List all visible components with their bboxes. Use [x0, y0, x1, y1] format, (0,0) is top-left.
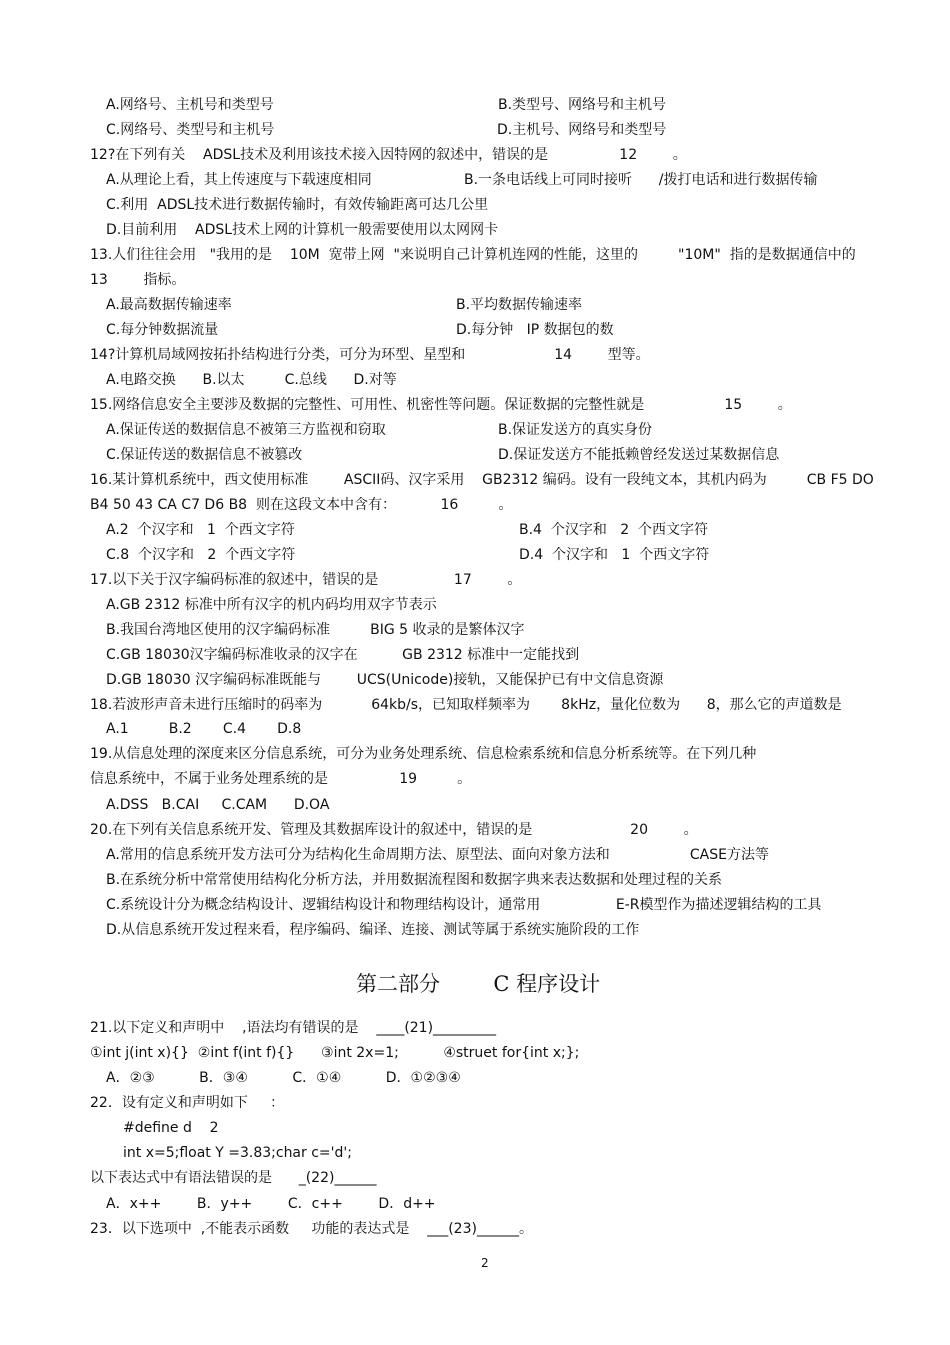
q11-option-b: B.类型号、网络号和主机号: [498, 97, 667, 113]
q16-option-d: D.4 个汉字和 1 个西文字符: [519, 547, 710, 563]
q20-option-b: B.在系统分析中常常使用结构化分析方法，并用数据流程图和数据字典来表达数据和处理过程的关系: [106, 872, 723, 888]
q13-option-c: C.每分钟数据流量: [106, 322, 219, 338]
q11-option-c: C.网络号、类型号和主机号: [106, 122, 275, 138]
q14-stem: 14?计算机局域网按拓扑结构进行分类，可分为环型、星型和 14 型等。: [90, 347, 650, 363]
q21-stem: 21.以下定义和声明中 ,语法均有错误的是 ____(21)_________: [90, 1020, 497, 1036]
q19-options: A.DSS B.CAI C.CAM D.OA: [106, 797, 330, 813]
q19-stem: 19.从信息处理的深度来区分信息系统，可分为业务处理系统、信息检索系统和信息分析系统等。在下列几种: [90, 746, 757, 762]
q11-option-d: D.主机号、网络号和类型号: [497, 122, 667, 138]
q16-stem: 16.某计算机系统中，西文使用标准 ASCII码、汉字采用 GB2312 编码。设有一段纯文本，其机内码为 CB F5 DO: [90, 472, 874, 488]
q15-option-d: D.保证发送方不能抵赖曾经发送过某数据信息: [498, 447, 780, 463]
q12-option-a: A.从理论上看，其上传速度与下载速度相同: [106, 172, 372, 188]
q19-stem-cont: 信息系统中，不属于业务处理系统的是 19 。: [90, 771, 472, 787]
q17-stem: 17.以下关于汉字编码标准的叙述中，错误的是 17 。: [90, 572, 522, 588]
q21-items: ①int j(int x){} ②int f(int f){} ③int 2x=1; ④struet for{int x;};: [90, 1045, 580, 1061]
q14-options: A.电路交换 B.以太 C.总线 D.对等: [106, 372, 397, 388]
q20-option-c: C.系统设计分为概念结构设计、逻辑结构设计和物理结构设计，通常用 E-R模型作为描述逻辑结构的工具: [106, 897, 822, 913]
q18-stem: 18.若波形声音未进行压缩时的码率为 64kb/s，已知取样频率为 8kHz，量化位数为 8，那么它的声道数是: [90, 697, 842, 713]
q20-option-a: A.常用的信息系统开发方法可分为结构化生命周期方法、原型法、面向对象方法和 CASE方法等: [106, 847, 769, 863]
q22-code-line-1: #define d 2: [123, 1120, 219, 1136]
q16-stem-cont: B4 50 43 CA C7 D6 B8 则在这段文本中含有： 16 。: [90, 497, 513, 513]
q15-option-b: B.保证发送方的真实身份: [498, 422, 653, 438]
q11-option-a: A.网络号、主机号和类型号: [106, 97, 274, 113]
q12-option-b: B.一条电话线上可同时接听 /拨打电话和进行数据传输: [464, 172, 818, 188]
q13-option-d: D.每分钟 IP 数据包的数: [456, 322, 614, 338]
q15-option-a: A.保证传送的数据信息不被第三方监视和窃取: [106, 422, 386, 438]
q16-option-a: A.2 个汉字和 1 个西文字符: [106, 522, 295, 538]
q13-stem: 13.人们往往会用 "我用的是 10M 宽带上网 "来说明自己计算机连网的性能，这里的 "10M" 指的是数据通信中的: [90, 247, 856, 263]
q22-question: 以下表达式中有语法错误的是 _(22)______: [90, 1170, 377, 1186]
q15-stem: 15.网络信息安全主要涉及数据的完整性、可用性、机密性等问题。保证数据的完整性就是 15 。: [90, 397, 792, 413]
q16-option-b: B.4 个汉字和 2 个西文字符: [519, 522, 709, 538]
q12-option-c: C.利用 ADSL技术进行数据传输时，有效传输距离可达几公里: [106, 197, 489, 213]
q21-options: A．②③ B．③④ C．①④ D．①②③④: [106, 1070, 461, 1086]
q20-stem: 20.在下列有关信息系统开发、管理及其数据库设计的叙述中，错误的是 20 。: [90, 822, 698, 838]
q20-option-d: D.从信息系统开发过程来看，程序编码、编译、连接、测试等属于系统实施阶段的工作: [106, 922, 640, 938]
q18-options: A.1 B.2 C.4 D.8: [106, 721, 302, 737]
section-title: 第二部分 C 程序设计: [356, 972, 601, 996]
q17-option-b: B.我国台湾地区使用的汉字编码标准 BIG 5 收录的是繁体汉字: [106, 622, 525, 638]
q13-option-a: A.最高数据传输速率: [106, 297, 232, 313]
q23-stem: 23．以下选项中 ,不能表示函数 功能的表达式是 ___(23)______。: [90, 1221, 533, 1237]
q22-stem: 22．设有定义和声明如下 ：: [90, 1095, 285, 1111]
q16-option-c: C.8 个汉字和 2 个西文字符: [106, 547, 296, 563]
q12-stem: 12?在下列有关 ADSL技术及利用该技术接入因特网的叙述中，错误的是 12 。: [90, 147, 687, 163]
q22-options: A．x++ B．y++ C．c++ D．d++: [106, 1196, 436, 1212]
q13-stem-cont: 13 指标。: [90, 272, 186, 288]
q22-code-line-2: int x=5;float Y =3.83;char c='d';: [123, 1145, 352, 1161]
q17-option-d: D.GB 18030 汉字编码标准既能与 UCS(Unicode)接轨，又能保护已有中文信息资源: [106, 672, 664, 688]
page-number: 2: [481, 1256, 489, 1270]
q13-option-b: B.平均数据传输速率: [456, 297, 583, 313]
q15-option-c: C.保证传送的数据信息不被篡改: [106, 447, 303, 463]
q17-option-a: A.GB 2312 标准中所有汉字的机内码均用双字节表示: [106, 597, 437, 613]
q17-option-c: C.GB 18030汉字编码标准收录的汉字在 GB 2312 标准中一定能找到: [106, 647, 580, 663]
q12-option-d: D.目前利用 ADSL技术上网的计算机一般需要使用以太网网卡: [106, 222, 499, 238]
